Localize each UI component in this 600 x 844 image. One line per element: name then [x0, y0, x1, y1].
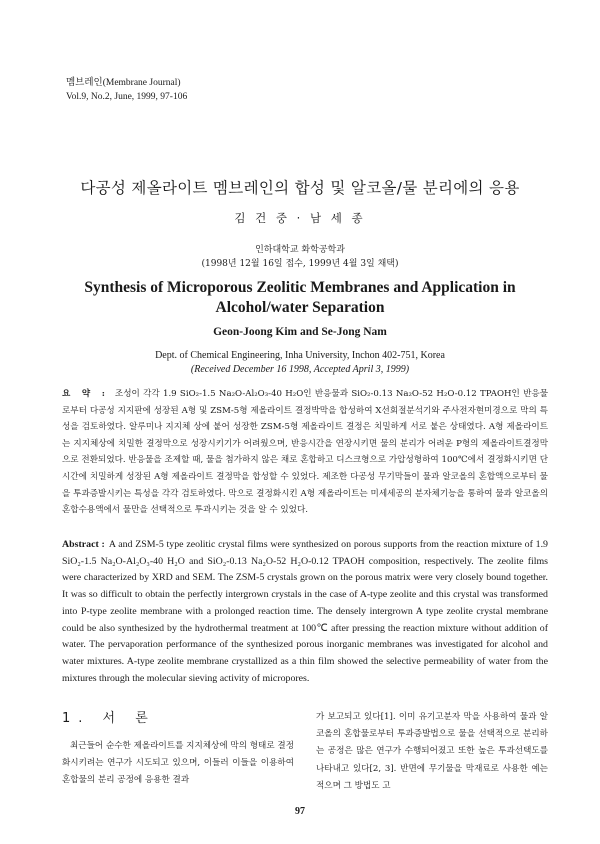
title-korean: 다공성 제올라이트 멤브레인의 합성 및 알코올/물 분리에의 응용	[80, 179, 520, 197]
section-heading-introduction: 1. 서 론	[62, 711, 156, 726]
body-column-left	[62, 738, 294, 790]
abstract-english-label: Abstract :	[62, 539, 105, 550]
abstract-korean-label: 요 약 :	[62, 389, 109, 399]
body-paragraph: 최근들어 순수한 제올라이트를 지지체상에 막의 형태로 결정화시키려는 연구가 시도되고 있으며, 이들러 이들을 이용하여 혼합물의 분리 공정에 응용한 결과	[62, 741, 294, 786]
received-date-korean: (1998년 12월 16일 접수, 1999년 4월 3일 채택)	[201, 259, 399, 269]
abstract-english-text: A and ZSM-5 type zeolitic crystal films were synthesized on porous supports from the reaction mixture of 1.9 SiO₂-1.5 Na₂O-Al₂O₃-40 H₂O and SiO₂-0.13 Na₂O-52 H₂O-0.12 TPAOH composition, respectively. The zeolite films were characterized by XRD and SEM. The ZSM-5 crystals grown on the porous matrix were very closely bound together. It was so difficult to obtain the perfectly intergrown crystals in the case of A-type zeolite and this crystal was transformed into P-type zeolite membrane with a prolonged reaction time. The densely intergrown A type zeolite crystal membrane could be also synthesized by the hydrothermal treatment at 100℃ after pressing the reaction mixture without addition of water. The pervaporation performance of the synthesized porous inorganic membranes was investigated for alcohol and water mixtures. A-type zeolite membrane crystallized as a thin film showed the selective permeability of water from the mixtures through the molecular sieving activity of micropores.	[62, 539, 548, 684]
body-paragraph: 가 보고되고 있다[1]. 이미 유기고분자 막을 사용하여 물과 알코올의 혼합물로부터 투과증발법으로 물을 선택적으로 분리하는 공정은 많은 연구가 수행되어졌고 또한 높은 투과선택도를 나타내고 있다[2, 3]. 반면에 무기물을 막재료로 사용한 예는 적으며 그 방법도 고	[316, 712, 548, 791]
journal-volume: Vol.9, No.2, June, 1999, 97-106	[66, 92, 188, 102]
body-column-right	[316, 709, 548, 795]
journal-name: 멤브레인(Membrane Journal)	[66, 78, 181, 88]
page-number: 97	[295, 806, 305, 817]
affiliation-english: Dept. of Chemical Engineering, Inha University, Inchon 402-751, Korea	[155, 350, 445, 361]
authors-korean: 김 건 중 · 남 세 종	[234, 211, 366, 225]
abstract-english	[62, 537, 548, 687]
abstract-korean	[62, 386, 548, 519]
journal-info	[66, 76, 187, 104]
affiliation-korean: 인하대학교 화학공학과	[255, 245, 345, 255]
received-date-english: (Received December 16 1998, Accepted April 3, 1999)	[190, 364, 410, 375]
authors-english: Geon-Joong Kim and Se-Jong Nam	[213, 326, 387, 338]
title-english: Synthesis of Microporous Zeolitic Membranes and Application in Alcohol/water Separation	[84, 279, 516, 316]
abstract-korean-text: 조성이 각각 1.9 SiO₂-1.5 Na₂O-Al₂O₃-40 H₂O인 반응물과 SiO₂-0.13 Na₂O-52 H₂O-0.12 TPAOH인 반응물로부터 다공성 지지판에 성장된 A형 및 ZSM-5형 제올라이트 결정박막을 합성하여 X선회절분석기와 주사전자현미경으로 막의 특성을 검토하였다. 알루미나 지지체 상에 붙어 성장한 ZSM-5형 제올라이트 결정은 치밀하게 서로 붙은 상태였다. A형 제올라이트는 지지체상에 치밀한 결정막으로 성장시키기가 어려웠으며, 반응시간을 연장시키면 물의 분리가 어려운 P형의 제올라이트결정막으로 전환되었다. 반응물을 조제할 때, 물을 첨가하지 않은 채로 혼합하고 디스크형으로 가압성형하여 100℃에서 결정화시키면 단시간에 치밀하게 성장된 A형 제올라이트 결정막을 합성할 수 있었다. 제조한 다공성 무기막들이 물과 알코올의 혼합액으로부터 물을 투과증발시키는 특성을 각각 검토하였다. 막으로 결정화시킨 A형 제올라이트는 미세세공의 분자체기능을 통하여 물과 알코올의 혼합수용액에서 물만을 선택적으로 투과시키는 것을 알 수 있었다.	[62, 389, 548, 516]
